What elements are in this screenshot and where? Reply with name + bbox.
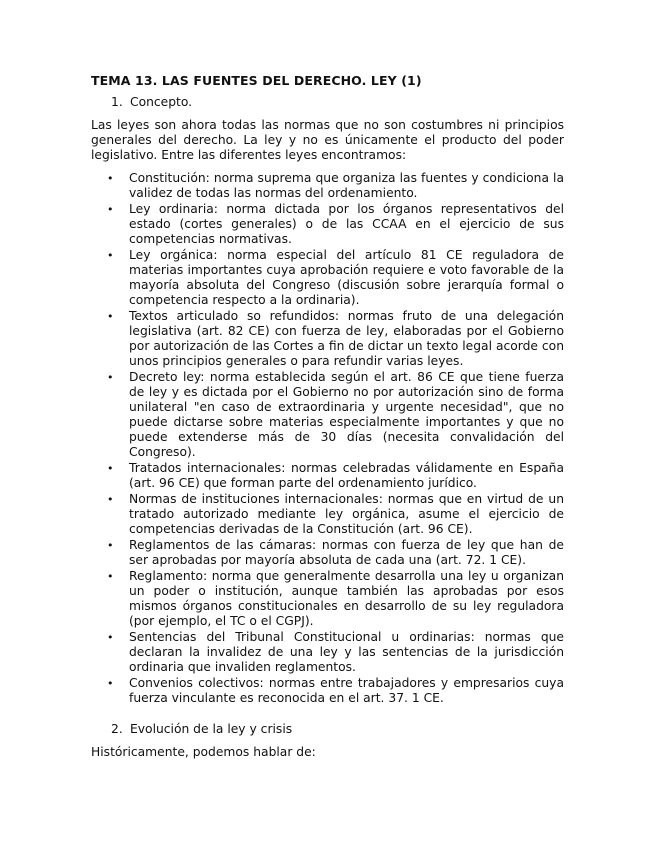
list-item-text: Sentencias del Tribunal Constitucional u ordinarias: normas que declaran la invalidez de una ley y las sentencias de la jurisdicción ordinaria que invaliden reglamentos. xyxy=(129,630,564,674)
section-heading-concepto xyxy=(111,95,564,110)
list-item-text: Ley ordinaria: norma dictada por los órganos representativos del estado (cortes generales) o de las CCAA en el ejercicio de sus competencias normativas. xyxy=(129,202,564,246)
list-item-text: Reglamento: norma que generalmente desarrolla una ley u organizan un poder o institución, aunque también las aprobadas por esos mismos órganos constitucionales en desarrollo de su ley reguladora (por ejemplo, el TC o el CGPJ). xyxy=(129,569,564,628)
bullet-icon: • xyxy=(107,677,114,690)
section-label: Evolución de la ley y crisis xyxy=(130,722,293,736)
closing-paragraph: Históricamente, podemos hablar de: xyxy=(91,745,316,759)
list-item-text: Constitución: norma suprema que organiza las fuentes y condiciona la validez de todas las normas del ordenamiento. xyxy=(129,171,564,200)
list-item-text: Decreto ley: norma establecida según el art. 86 CE que tiene fuerza de ley y es dictada por el Gobierno no por autorización sino de forma unilateral "en caso de extraordinaria y urgente necesidad", que no puede dictarse sobre materias especialmente importantes y que no puede extenderse más de 30 días (necesita convalidación del Congreso). xyxy=(129,370,564,459)
list-item xyxy=(107,171,564,201)
list-item-text: Reglamentos de las cámaras: normas con fuerza de ley que han de ser aprobadas por mayoría absoluta de cada una (art. 72. 1 CE). xyxy=(129,538,564,567)
intro-paragraph: Las leyes son ahora todas las normas que no son costumbres ni principios generales del derecho. La ley y no es únicamente el producto del poder legislativo. Entre las diferentes leyes encontramos: xyxy=(91,118,564,162)
section-label: Concepto. xyxy=(130,95,193,109)
list-item-text: Convenios colectivos: normas entre trabajadores y empresarios cuya fuerza vinculante es reconocida en el art. 37. 1 CE. xyxy=(129,676,564,705)
section-heading-evolucion xyxy=(111,722,564,737)
bullet-icon: • xyxy=(107,172,114,185)
list-item xyxy=(107,202,564,247)
list-item-text: Ley orgánica: norma especial del artículo 81 CE reguladora de materias importantes cuya aprobación requiere e voto favorable de la mayoría absoluta del Congreso (discusión sobre jerarquía formal o competencia respecto a la ordinaria). xyxy=(129,248,564,307)
bullet-icon: • xyxy=(107,570,114,583)
law-types-list xyxy=(91,171,564,706)
list-item xyxy=(107,492,564,537)
bullet-icon: • xyxy=(107,462,114,475)
section-number: 2. xyxy=(111,722,123,736)
list-item-text: Normas de instituciones internacionales: normas que en virtud de un tratado autorizado mediante ley orgánica, asume el ejercicio de competencias derivadas de la Constitución (art. 96 CE). xyxy=(129,492,564,536)
list-item-text: Textos articulado so refundidos: normas fruto de una delegación legislativa (art. 82 CE) con fuerza de ley, elaboradas por el Gobierno por autorización de las Cortes a fin de dictar un texto legal acorde con unos principios generales o para refundir varias leyes. xyxy=(129,309,564,368)
list-item xyxy=(107,370,564,460)
bullet-icon: • xyxy=(107,493,114,506)
section-number: 1. xyxy=(111,95,123,109)
bullet-icon: • xyxy=(107,249,114,262)
bullet-icon: • xyxy=(107,631,114,644)
list-item xyxy=(107,630,564,675)
document-title: TEMA 13. LAS FUENTES DEL DERECHO. LEY (1) xyxy=(91,73,422,88)
list-item xyxy=(107,248,564,308)
document-page xyxy=(91,73,564,768)
list-item xyxy=(107,569,564,629)
bullet-icon: • xyxy=(107,310,114,323)
list-item xyxy=(107,461,564,491)
list-item-text: Tratados internacionales: normas celebradas válidamente en España (art. 96 CE) que forman parte del ordenamiento jurídico. xyxy=(129,461,564,490)
bullet-icon: • xyxy=(107,539,114,552)
list-item xyxy=(107,309,564,369)
bullet-icon: • xyxy=(107,203,114,216)
bullet-icon: • xyxy=(107,371,114,384)
list-item xyxy=(107,676,564,706)
list-item xyxy=(107,538,564,568)
